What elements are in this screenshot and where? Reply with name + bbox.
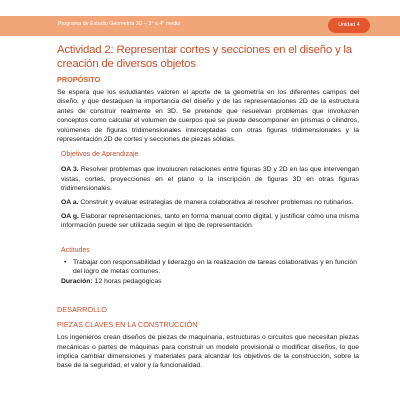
- oa-item: [61, 212, 359, 231]
- duracion: [61, 277, 359, 286]
- actitudes-heading: Actitudes: [61, 246, 90, 254]
- oa-code: OA a.: [61, 198, 79, 206]
- duracion-value: 12 horas pedagógicas: [92, 277, 162, 285]
- bullet-icon: •: [64, 258, 67, 266]
- objetivos-heading: Objetivos de Aprendizaje: [61, 151, 139, 159]
- oa-code: OA 3.: [61, 166, 79, 174]
- oa-code: OA g.: [61, 213, 79, 221]
- page-content: [57, 44, 359, 371]
- actitudes-list: [61, 258, 359, 286]
- actitud-text: Trabajar con responsabilidad y liderazgo en la realización de tareas colaborativas y en función del logro de metas comunes.: [73, 258, 357, 276]
- proposito-heading: PROPÓSITO: [57, 75, 101, 84]
- oa-item: [61, 165, 359, 193]
- program-title: Programa de Estudio Geometría 3D – 3° a 4° medio: [58, 21, 181, 27]
- proposito-text: Se espera que los estudiantes valoren el aporte de la geometría en los diferentes campos del diseño, y que destaquen la importancia del diseño y de las representaciones 2D de la estructura antes de construir realmente en 3D. Se pretende que resuelvan problemas que involucren conceptos como calcular el volumen de cuerpos que se puede descomponer en prismas o cilindros, volúmenes de figuras tridimensionales interceptadas con otras figuras tridimensionales y la representación 2D de cortes y secciones de piezas sólidas.: [57, 89, 359, 144]
- objetivos-list: [61, 165, 359, 230]
- oa-text: Resolver problemas que involucren relaciones entre figuras 3D y 2D en las que intervengan vistas, cortes, proyecciones en el plano o la inscripción de figuras 3D en otras figuras tridimensionales.: [61, 166, 360, 193]
- activity-title: Actividad 2: Representar cortes y secciones en el diseño y la creación de diversos objetos: [57, 44, 352, 70]
- oa-text: Construir y evaluar estrategias de manera colaborativa al resolver problemas no rutinarios.: [78, 198, 354, 206]
- desarrollo-heading: DESARROLLO: [57, 305, 107, 315]
- page-header: [0, 16, 400, 36]
- oa-text: Elaborar representaciones, tanto en forma manual como digital, y justificar cómo una misma información puede ser utilizada según el tipo de representación.: [61, 213, 360, 230]
- oa-item: [61, 198, 359, 207]
- piezas-heading: PIEZAS CLAVES EN LA CONSTRUCCIÓN: [57, 320, 198, 330]
- desarrollo-text: Los ingenieros crean diseños de piezas de maquinaria, estructuras o circuitos que necesitan piezas mecánicas o partes de máquinas para construir un modelo provisional o modificar diseños, lo que implica cambiar dimensiones y materiales para alcanzar los objetivos de la construcción, sobre la base de la seguridad, el valor y la funcionalidad.: [57, 334, 359, 370]
- list-item: [61, 258, 359, 277]
- duracion-label: Duración:: [61, 277, 93, 285]
- unit-badge: Unidad 4: [328, 18, 370, 33]
